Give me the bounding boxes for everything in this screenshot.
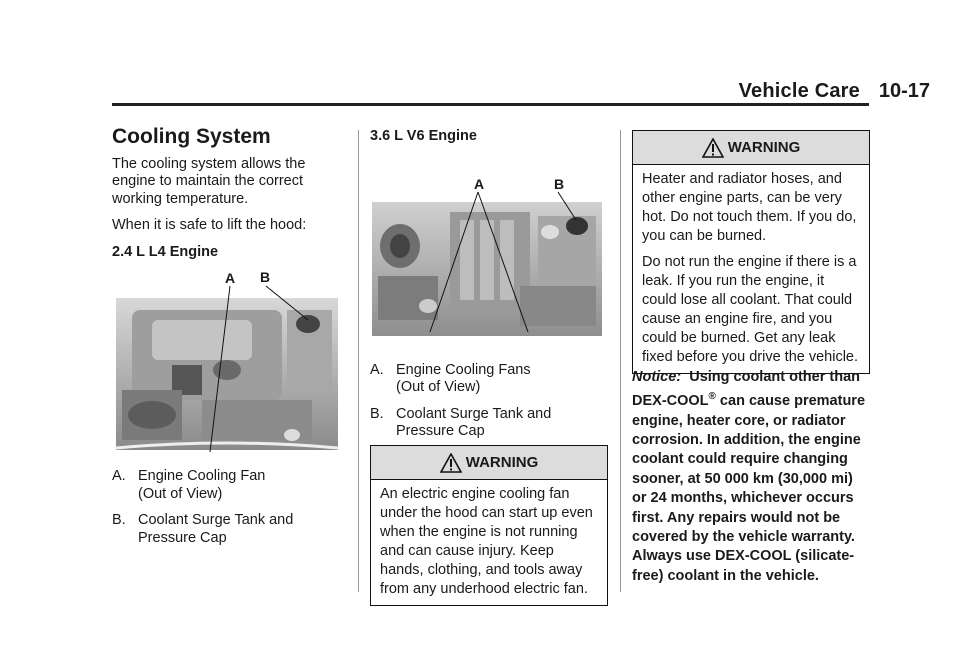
notice-text-pre: Using coolant other than DEX-COOL [632,369,860,410]
legend-item [370,406,610,441]
warning-body [371,480,607,605]
engine-label-l4: 2.4 L L4 Engine [112,243,219,260]
callout-b-l4: B [260,270,271,285]
legend-l4 [112,468,344,547]
legend-text: Engine Cooling Fans (Out of View) [396,361,531,395]
warning-triangle-icon [440,453,462,473]
warning-header [371,446,607,480]
safe-text: When it is safe to lift the hood: [112,217,307,233]
legend-key: B. [112,512,126,528]
warning-triangle-icon [702,138,724,158]
engine-figure-v6 [370,156,604,336]
legend-v6 [370,362,610,441]
section-title: Vehicle Care [738,80,860,102]
engine-illustration-l4 [112,270,340,454]
legend-item [112,512,344,547]
legend-text: Coolant Surge Tank and Pressure Cap [138,512,294,546]
notice-paragraph [632,368,870,586]
callout-a-v6: A [474,175,485,192]
warning-text-leak: Do not run the engine if there is a leak. If you run the engine, it could lose all coolant. That could cause an engine fire, and you could be burned. Get any leak fixed before you drive the vehicle. [642,254,859,365]
warning-box-hot [632,130,870,374]
legend-text: Coolant Surge Tank and Pressure Cap [396,405,552,439]
engine-label-v6: 3.6 L V6 Engine [370,128,477,144]
engine-illustration-v6 [370,156,604,336]
legend-text: Engine Cooling Fan (Out of View) [138,468,266,502]
column-2 [370,128,610,450]
warning-body [633,165,869,373]
legend-key: B. [370,405,384,422]
legend-key: A. [112,468,126,484]
notice-text-post: can cause premature engine, heater core, or radiator corrosion. In addition, the engine coolant could require changing sooner, at 50 000 km (30,000 mi) or 24 months, whichever occurs first. Any repairs would not be covered by the vehicle warranty. Always use DEX-COOL (silicate-free) coolant in the vehicle. [632,393,866,584]
registered-mark: ® [708,391,716,403]
section-heading: Cooling System [112,125,271,148]
warning-title: WARNING [727,139,801,156]
legend-item [370,362,610,397]
warning-title: WARNING [465,454,539,471]
header-rule [112,103,869,106]
notice-label: Notice: [632,369,682,385]
intro-text: The cooling system allows the engine to maintain the correct working temperature. [112,155,306,207]
engine-figure-l4 [112,270,340,454]
warning-text: An electric engine cooling fan under the hood can start up even when the engine is not running and can cause injury. Keep hands, clothing, and tools away from any underhood electric fan. [380,486,593,597]
column-1 [112,125,344,556]
legend-key: A. [370,361,384,378]
column-divider-1 [358,130,359,592]
page-number: 10-17 [878,80,930,102]
column-divider-2 [620,130,621,592]
warning-text-hot: Heater and radiator hoses, and other engine parts, can be very hot. Do not touch them. If you do, you can be burned. [642,171,857,244]
warning-box-fan [370,445,608,606]
callout-b-v6: B [554,175,565,192]
legend-item [112,468,344,503]
warning-header [633,131,869,165]
callout-a-l4: A [225,270,236,286]
page-header [0,0,960,110]
